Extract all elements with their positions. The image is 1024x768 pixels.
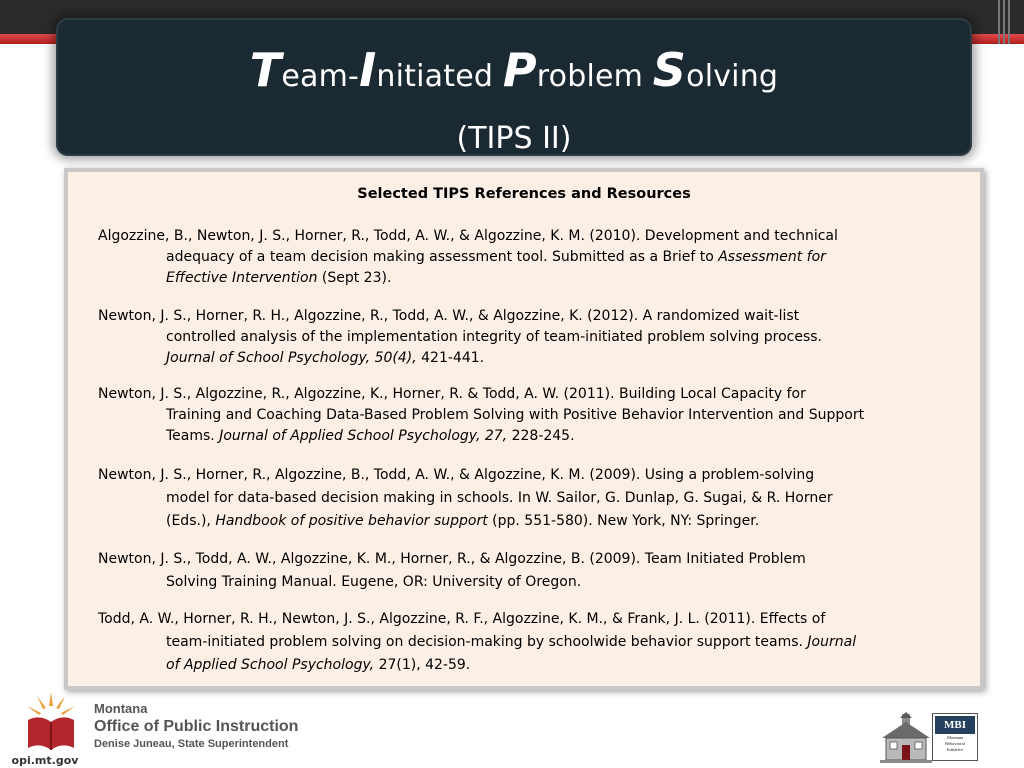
- reference-journal: Effective Intervention: [166, 270, 318, 286]
- reference-text: 421-441.: [421, 350, 485, 366]
- title-initial-s: S: [652, 43, 687, 97]
- reference-line: Newton, J. S., Todd, A. W., Algozzine, K. M., Horner, R., & Algozzine, B. (2009). Team Initiated Problem: [98, 551, 806, 567]
- title-box: [56, 18, 972, 156]
- reference-journal: Handbook of positive behavior support: [215, 513, 488, 529]
- title-initial-i: I: [359, 43, 377, 97]
- references-heading: Selected TIPS References and Resources: [357, 186, 691, 202]
- reference-line: [98, 510, 958, 533]
- reference-text: (Sept 23).: [317, 270, 392, 286]
- reference-line: [98, 426, 958, 447]
- title-initial-t: T: [249, 43, 282, 97]
- slide-subtitle: (TIPS II): [456, 121, 572, 156]
- reference-line: controlled analysis of the implementation integrity of team-initiated problem solving process.: [166, 329, 822, 345]
- reference-line: Training and Coaching Data-Based Problem Solving with Positive Behavior Intervention and Support: [166, 407, 865, 423]
- reference-journal: Journal of Applied School Psychology, 27,: [219, 428, 512, 444]
- title-text-team: eam-: [281, 59, 360, 94]
- reference-line: [98, 631, 958, 654]
- opi-wordmark: [94, 701, 298, 752]
- reference-line: Newton, J. S., Algozzine, R., Algozzine, K., Horner, R. & Todd, A. W. (2011). Building Local Capacity for: [98, 386, 806, 402]
- decorative-lines: [998, 0, 1012, 44]
- mbi-logo-mark: MBI: [935, 716, 975, 734]
- reference-text: 228-245.: [511, 428, 575, 444]
- mbi-logo-subtitle: Initiative: [946, 747, 964, 752]
- title-text-problem: roblem: [536, 59, 653, 94]
- reference-line: [98, 348, 958, 369]
- reference-journal: Assessment for: [718, 249, 826, 265]
- opi-url[interactable]: opi.mt.gov: [11, 754, 79, 767]
- reference-text: team-initiated problem solving on decision-making by schoolwide behavior support teams.: [166, 634, 808, 650]
- reference-line: Newton, J. S., Horner, R. H., Algozzine, R., Todd, A. W., & Algozzine, K. (2012). A randomized wait-list: [98, 308, 800, 324]
- reference-line: Todd, A. W., Horner, R. H., Newton, J. S., Algozzine, R. F., Algozzine, K. M., & Frank, J. L. (2011). Effects of: [98, 611, 826, 627]
- reference-journal: Journal of School Psychology, 50(4),: [166, 350, 422, 366]
- reference-journal: Journal: [807, 634, 857, 650]
- reference-text: 27(1), 42-59.: [378, 657, 471, 673]
- reference-item: [98, 226, 958, 289]
- reference-item: [98, 548, 958, 594]
- references-panel: [64, 168, 984, 690]
- reference-text: Teams.: [166, 428, 220, 444]
- reference-item: [98, 464, 958, 533]
- opi-office-name: Office of Public Instruction: [94, 718, 299, 735]
- reference-line: Solving Training Manual. Eugene, OR: University of Oregon.: [166, 574, 582, 590]
- schoolhouse-icon: [878, 712, 934, 764]
- reference-line: Algozzine, B., Newton, J. S., Horner, R., Todd, A. W., & Algozzine, K. M. (2010). Development and technical: [98, 228, 838, 244]
- reference-line: [98, 268, 958, 289]
- title-text-initiated: nitiated: [376, 59, 503, 94]
- reference-line: [98, 654, 958, 677]
- reference-text: (Eds.),: [166, 513, 216, 529]
- reference-item: [98, 384, 958, 447]
- slide-title: [56, 43, 972, 101]
- reference-line: Newton, J. S., Horner, R., Algozzine, B., Todd, A. W., & Algozzine, K. M. (2009). Using a problem-solving: [98, 467, 815, 483]
- reference-line: [98, 247, 958, 268]
- reference-item: [98, 306, 958, 369]
- mbi-logo: [932, 713, 978, 761]
- opi-state-name: Montana: [94, 701, 148, 716]
- reference-text: (pp. 551-580). New York, NY: Springer.: [487, 513, 760, 529]
- mbi-logo-subtitle: Behavioral: [945, 741, 965, 746]
- title-initial-p: P: [502, 43, 537, 97]
- title-text-solving: olving: [686, 59, 779, 94]
- opi-book-logo-icon: [22, 690, 80, 752]
- reference-journal: of Applied School Psychology,: [166, 657, 379, 673]
- reference-item: [98, 608, 958, 677]
- reference-text: adequacy of a team decision making assessment tool. Submitted as a Brief to: [166, 249, 719, 265]
- reference-line: model for data-based decision making in schools. In W. Sailor, G. Dunlap, G. Sugai, & R. Horner: [166, 490, 833, 506]
- opi-superintendent: Denise Juneau, State Superintendent: [94, 738, 289, 750]
- mbi-logo-subtitle: Montana: [947, 735, 963, 740]
